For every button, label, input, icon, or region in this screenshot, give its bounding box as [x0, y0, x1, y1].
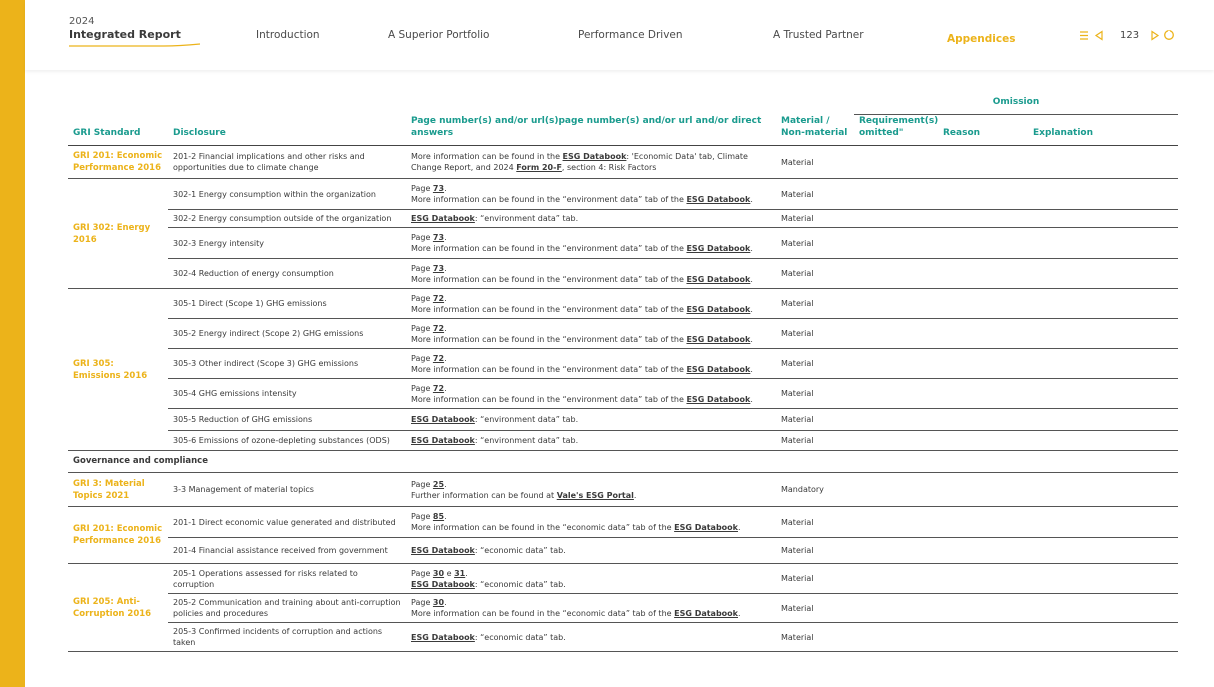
page-reference-cell [406, 594, 776, 623]
table-row [68, 451, 1178, 473]
materiality-cell: Material [776, 289, 854, 319]
next-page-icon[interactable] [1150, 30, 1160, 41]
explanation-cell [1028, 289, 1178, 319]
disclosure-cell: 201-4 Financial assistance received from government [168, 538, 406, 564]
table-row [68, 409, 1178, 431]
explanation-cell [1028, 319, 1178, 349]
reference-text: Page [411, 233, 433, 242]
report-title: Integrated Report [69, 28, 181, 41]
reference-text: . [444, 353, 447, 363]
reference-link[interactable]: ESG Databook [411, 415, 475, 424]
header-gri-standard: GRI Standard [68, 115, 168, 146]
table-row [68, 379, 1178, 409]
brand-underline-icon [69, 43, 200, 49]
section-heading: Governance and compliance [68, 451, 1178, 473]
reference-text: More information can be found in the [411, 152, 563, 161]
table-row [68, 259, 1178, 289]
nav-superior-portfolio[interactable]: A Superior Portfolio [388, 29, 490, 41]
requirement-omitted-cell [854, 146, 938, 179]
reference-text: : “environment data” tab. [474, 415, 579, 424]
reference-text: : 'Economic Data' tab, Climate Change Report, and 2024 [411, 152, 748, 172]
page-reference-cell [406, 431, 776, 451]
reference-link[interactable]: ESG Databook [686, 274, 751, 284]
reference-link[interactable]: ESG Databook [686, 304, 751, 314]
table-row [68, 473, 1178, 507]
table-row [68, 228, 1178, 259]
reference-text: Page [411, 479, 433, 489]
header-reason: Reason [938, 115, 1028, 146]
reference-link[interactable]: ESG Databook [674, 523, 738, 532]
materiality-cell: Material [776, 431, 854, 451]
disclosure-cell: 302-4 Reduction of energy consumption [168, 259, 406, 289]
reference-text: Page [411, 323, 433, 333]
reference-link[interactable]: ESG Databook [674, 609, 738, 618]
materiality-cell: Material [776, 564, 854, 594]
header-material: Material / Non-material [776, 115, 854, 146]
table-header-row [68, 115, 1178, 146]
materiality-cell: Material [776, 210, 854, 228]
gri-standard-cell: GRI 3: Material Topics 2021 [68, 473, 168, 507]
reference-link[interactable]: ESG Databook [411, 436, 475, 445]
gri-standard-cell: GRI 305: Emissions 2016 [68, 289, 168, 451]
materiality-cell: Material [776, 409, 854, 431]
page-reference-cell [406, 507, 776, 538]
disclosure-cell: 201-1 Direct economic value generated and distributed [168, 507, 406, 538]
reference-text: . [750, 364, 753, 374]
materiality-cell: Material [776, 507, 854, 538]
reference-link[interactable]: Vale's ESG Portal [556, 490, 634, 500]
requirement-omitted-cell [854, 289, 938, 319]
reference-text: . [750, 304, 753, 314]
page-reference-cell [406, 379, 776, 409]
requirement-omitted-cell [854, 564, 938, 594]
reference-text: More information can be found in the “environment data” tab of the [411, 334, 687, 344]
requirement-omitted-cell [854, 473, 938, 507]
reference-text: . [444, 323, 447, 333]
omission-group-title: Omission [992, 97, 1040, 107]
requirement-omitted-cell [854, 538, 938, 564]
reason-cell [938, 473, 1028, 507]
reference-text: Page [411, 353, 433, 363]
sidebar-accent-bar [0, 0, 25, 687]
reference-text: More information can be found in the “environment data” tab of the [411, 364, 687, 374]
menu-icon[interactable] [1079, 30, 1089, 41]
materiality-cell: Material [776, 379, 854, 409]
reference-text: . [444, 233, 447, 242]
page-reference-cell [406, 623, 776, 652]
reason-cell [938, 289, 1028, 319]
requirement-omitted-cell [854, 228, 938, 259]
table-row [68, 431, 1178, 451]
reference-text: . [738, 523, 741, 532]
requirement-omitted-cell [854, 210, 938, 228]
requirement-omitted-cell [854, 409, 938, 431]
reason-cell [938, 379, 1028, 409]
reason-cell [938, 349, 1028, 379]
disclosure-cell: 302-2 Energy consumption outside of the organization [168, 210, 406, 228]
home-icon[interactable] [1163, 29, 1175, 41]
gri-standard-cell: GRI 302: Energy 2016 [68, 179, 168, 289]
table-row [68, 179, 1178, 210]
reference-text: . [444, 184, 447, 193]
report-header [25, 0, 1214, 70]
explanation-cell [1028, 146, 1178, 179]
disclosure-cell: 305-4 GHG emissions intensity [168, 379, 406, 409]
explanation-cell [1028, 228, 1178, 259]
disclosure-cell: 205-3 Confirmed incidents of corruption and actions taken [168, 623, 406, 652]
reference-link[interactable]: ESG Databook [411, 579, 475, 589]
disclosure-cell: 205-2 Communication and training about anti-corruption policies and procedures [168, 594, 406, 623]
gri-standard-cell: GRI 201: Economic Performance 2016 [68, 507, 168, 564]
table-row [68, 538, 1178, 564]
page-reference-cell [406, 179, 776, 210]
table-row [68, 319, 1178, 349]
page-reference-cell [406, 473, 776, 507]
header-requirements-omitted: Requirement(s) omitted" [854, 115, 938, 146]
reference-text: : “environment data” tab. [474, 436, 579, 445]
reference-text: . [465, 568, 468, 578]
header-disclosure: Disclosure [168, 115, 406, 146]
reference-link[interactable]: ESG Databook [411, 546, 475, 555]
requirement-omitted-cell [854, 594, 938, 623]
explanation-cell [1028, 409, 1178, 431]
materiality-cell: Material [776, 319, 854, 349]
explanation-cell [1028, 210, 1178, 228]
disclosure-cell: 205-1 Operations assessed for risks related to corruption [168, 564, 406, 594]
reference-link[interactable]: 30 [432, 568, 445, 578]
materiality-cell: Material [776, 228, 854, 259]
reference-text: . [750, 334, 753, 344]
reference-text: Further information can be found at [411, 490, 557, 500]
reason-cell [938, 594, 1028, 623]
page-reference-cell [406, 146, 776, 179]
reference-text: Page [411, 383, 433, 393]
reason-cell [938, 319, 1028, 349]
disclosure-cell: 302-1 Energy consumption within the organization [168, 179, 406, 210]
materiality-cell: Material [776, 349, 854, 379]
explanation-cell [1028, 431, 1178, 451]
disclosure-cell: 305-5 Reduction of GHG emissions [168, 409, 406, 431]
page-number: 123 [1120, 30, 1140, 41]
reason-cell [938, 146, 1028, 179]
reference-link[interactable]: ESG Databook [562, 152, 627, 161]
reference-text: : “economic data” tab. [474, 546, 566, 555]
gri-standard-cell: GRI 201: Economic Performance 2016 [68, 146, 168, 179]
reference-link[interactable]: ESG Databook [686, 195, 751, 204]
reason-cell [938, 259, 1028, 289]
materiality-cell: Mandatory [776, 473, 854, 507]
reference-link[interactable]: 25 [432, 479, 445, 489]
requirement-omitted-cell [854, 379, 938, 409]
reference-text: More information can be found in the “economic data” tab of the [411, 609, 675, 618]
page-reference-cell [406, 210, 776, 228]
table-row [68, 564, 1178, 594]
page-reference-cell [406, 259, 776, 289]
table-row [68, 349, 1178, 379]
requirement-omitted-cell [854, 179, 938, 210]
explanation-cell [1028, 623, 1178, 652]
nav-performance-driven[interactable]: Performance Driven [578, 29, 683, 41]
nav-appendices[interactable]: Appendices [947, 33, 1016, 45]
materiality-cell: Material [776, 146, 854, 179]
reference-link[interactable]: ESG Databook [686, 244, 751, 253]
report-brand[interactable] [69, 16, 181, 41]
table-row [68, 507, 1178, 538]
reference-text: Page [411, 293, 433, 303]
reference-text: , section 4: Risk Factors [561, 163, 657, 172]
requirement-omitted-cell [854, 623, 938, 652]
explanation-cell [1028, 349, 1178, 379]
reference-link[interactable]: 73 [432, 184, 445, 193]
table-body [68, 146, 1178, 652]
reference-link[interactable]: 85 [432, 512, 445, 521]
reference-text: . [444, 479, 447, 489]
reference-text: . [444, 598, 447, 607]
reference-text: . [750, 274, 753, 284]
reference-link[interactable]: 30 [432, 598, 445, 607]
reference-text: More information can be found in the “environment data” tab of the [411, 244, 687, 253]
reference-link[interactable]: 72 [432, 323, 445, 333]
reference-link[interactable]: Form 20-F [516, 163, 562, 172]
explanation-cell [1028, 379, 1178, 409]
requirement-omitted-cell [854, 507, 938, 538]
previous-page-icon[interactable] [1094, 30, 1104, 41]
header-explanation: Explanation [1028, 115, 1178, 146]
explanation-cell [1028, 259, 1178, 289]
reason-cell [938, 507, 1028, 538]
gri-table [68, 115, 1178, 652]
materiality-cell: Material [776, 259, 854, 289]
reference-text: . [444, 293, 447, 303]
reference-text: . [738, 609, 741, 618]
reference-text: : “economic data” tab. [474, 579, 566, 589]
reference-link[interactable]: 72 [432, 293, 445, 303]
reference-text: e [444, 568, 455, 578]
reference-link[interactable]: ESG Databook [686, 364, 751, 374]
materiality-cell: Material [776, 179, 854, 210]
nav-introduction[interactable]: Introduction [256, 29, 320, 41]
disclosure-cell: 201-2 Financial implications and other risks and opportunities due to climate change [168, 146, 406, 179]
reference-link[interactable]: ESG Databook [411, 214, 475, 223]
reference-text: Page [411, 263, 433, 273]
materiality-cell: Material [776, 538, 854, 564]
table-row [68, 594, 1178, 623]
page-reference-cell [406, 228, 776, 259]
table-row [68, 289, 1178, 319]
reason-cell [938, 409, 1028, 431]
reference-link[interactable]: ESG Databook [686, 394, 751, 404]
reference-text: . [750, 195, 753, 204]
reason-cell [938, 623, 1028, 652]
requirement-omitted-cell [854, 431, 938, 451]
page-reference-cell [406, 538, 776, 564]
reason-cell [938, 431, 1028, 451]
requirement-omitted-cell [854, 259, 938, 289]
page-reference-cell [406, 289, 776, 319]
reference-link[interactable]: 31 [454, 568, 466, 578]
reference-text: : “economic data” tab. [474, 632, 566, 642]
table-row [68, 623, 1178, 652]
reference-link[interactable]: ESG Databook [686, 334, 751, 344]
disclosure-cell: 305-2 Energy indirect (Scope 2) GHG emissions [168, 319, 406, 349]
reference-text: More information can be found in the “economic data” tab of the [411, 523, 675, 532]
page-reference-cell [406, 349, 776, 379]
disclosure-cell: 305-3 Other indirect (Scope 3) GHG emissions [168, 349, 406, 379]
reference-text: . [444, 263, 447, 273]
reference-text: . [750, 394, 753, 404]
reason-cell [938, 564, 1028, 594]
reference-text: . [444, 512, 447, 521]
reason-cell [938, 210, 1028, 228]
explanation-cell [1028, 179, 1178, 210]
explanation-cell [1028, 507, 1178, 538]
reference-link[interactable]: 73 [432, 233, 445, 242]
page-reference-cell [406, 409, 776, 431]
gri-standard-cell: GRI 205: Anti-Corruption 2016 [68, 564, 168, 652]
explanation-cell [1028, 594, 1178, 623]
reason-cell [938, 538, 1028, 564]
table-row [68, 146, 1178, 179]
reason-cell [938, 179, 1028, 210]
reference-link[interactable]: 73 [432, 263, 445, 273]
reference-link[interactable]: 72 [432, 353, 445, 363]
explanation-cell [1028, 538, 1178, 564]
reference-link[interactable]: ESG Databook [411, 632, 475, 642]
report-year: 2024 [69, 16, 95, 27]
disclosure-cell: 302-3 Energy intensity [168, 228, 406, 259]
requirement-omitted-cell [854, 349, 938, 379]
disclosure-cell: 3-3 Management of material topics [168, 473, 406, 507]
page-reference-cell [406, 564, 776, 594]
requirement-omitted-cell [854, 319, 938, 349]
reason-cell [938, 228, 1028, 259]
page-reference-cell [406, 319, 776, 349]
reference-text: More information can be found in the “environment data” tab of the [411, 195, 687, 204]
materiality-cell: Material [776, 623, 854, 652]
explanation-cell [1028, 564, 1178, 594]
reference-text: Page [411, 568, 433, 578]
table-row [68, 210, 1178, 228]
reference-text: More information can be found in the “environment data” tab of the [411, 394, 687, 404]
reference-text: Page [411, 598, 433, 607]
header-page-numbers: Page number(s) and/or url(s)page number(s) and/or url and/or direct answers [406, 115, 776, 146]
reference-text: More information can be found in the “environment data” tab of the [411, 304, 687, 314]
reference-text: More information can be found in the “environment data” tab of the [411, 274, 687, 284]
reference-text: Page [411, 184, 433, 193]
reference-text: . [444, 383, 447, 393]
reference-text: . [633, 490, 637, 500]
reference-text: Page [411, 512, 433, 521]
reference-link[interactable]: 72 [432, 383, 445, 393]
reference-text: . [750, 244, 753, 253]
disclosure-cell: 305-1 Direct (Scope 1) GHG emissions [168, 289, 406, 319]
nav-trusted-partner[interactable]: A Trusted Partner [773, 29, 864, 41]
reference-text: : “environment data” tab. [474, 214, 579, 223]
materiality-cell: Material [776, 594, 854, 623]
explanation-cell [1028, 473, 1178, 507]
disclosure-cell: 305-6 Emissions of ozone-depleting substances (ODS) [168, 431, 406, 451]
